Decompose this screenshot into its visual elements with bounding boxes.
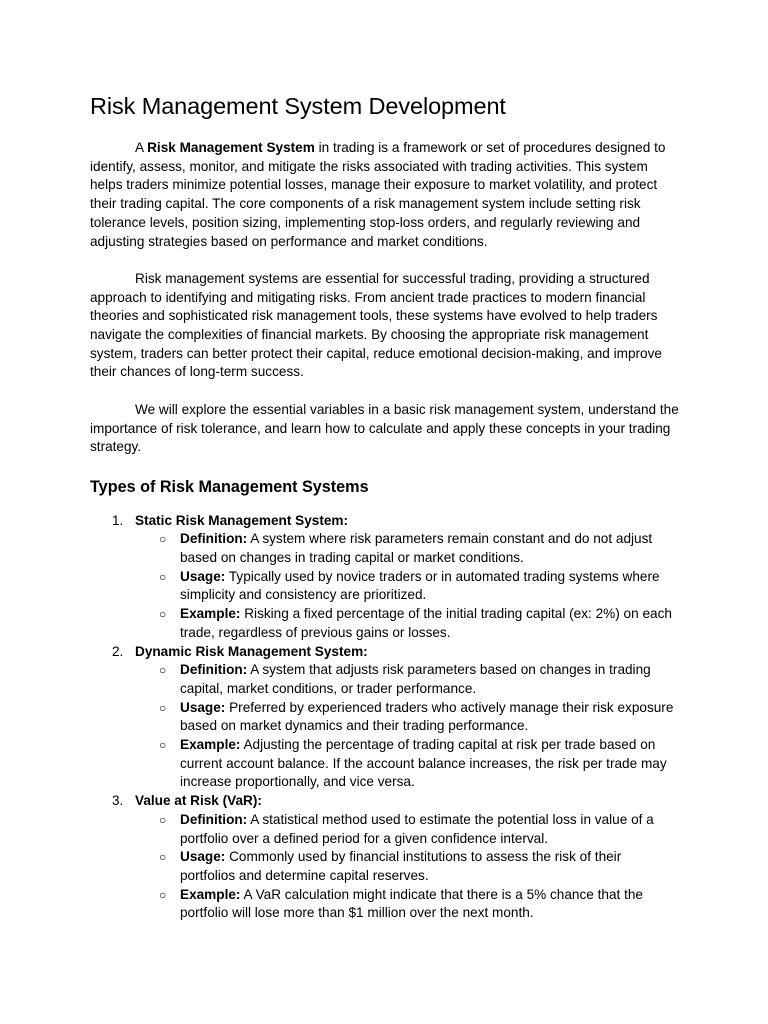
detail-label: Usage: [180,699,226,715]
hollow-bullet-icon: ○ [159,887,167,902]
detail-text: Preferred by experienced traders who actively manage their risk exposure based on market dynamics and their trading performance. [180,699,674,734]
type-number: 2. [112,643,124,659]
detail-text: Typically used by novice traders or in automated trading systems where simplicity and consistency are prioritized. [180,568,660,603]
detail-text: Adjusting the percentage of trading capital at risk per trade based on current account balance. If the account balance increases, the risk per trade may increase proportionally, and vice versa. [180,737,667,790]
detail-label: Definition: [180,662,248,678]
type-item [90,792,680,923]
detail-item [135,811,680,848]
hollow-bullet-icon: ○ [159,738,167,753]
document-page [90,90,680,923]
body-paragraph-3: We will explore the essential variables in a basic risk management system, understand the importance of risk tolerance, and learn how to calculate and apply these concepts in your trading strategy. [90,401,679,455]
intro-paragraph [90,139,680,251]
type-item [90,643,680,793]
detail-text: A system where risk parameters remain constant and do not adjust based on changes in trading capital or market conditions. [180,531,653,566]
type-number: 3. [112,793,124,809]
detail-text: Commonly used by financial institutions to assess the risk of their portfolios and determine capital reserves. [180,849,622,883]
detail-item [135,886,680,923]
type-details [135,661,680,792]
type-title: Dynamic Risk Management System: [135,643,368,659]
type-title: Static Risk Management System: [135,512,349,528]
hollow-bullet-icon: ○ [159,663,167,678]
detail-item [135,605,680,642]
detail-item [135,661,680,698]
intro-rest: in trading is a framework or set of procedures designed to identify, assess, monitor, and mitigate the risks associated with trading activities. This system helps traders minimize potential losses, manage their exposure to market volatility, and protect their trading capital. The core components of a risk management system include setting risk tolerance levels, position sizing, implementing stop-loss orders, and regularly reviewing and adjusting strategies based on performance and market conditions. [90,140,666,249]
detail-text: A system that adjusts risk parameters based on changes in trading capital, market conditions, or trader performance. [180,662,651,696]
detail-item [135,568,680,605]
hollow-bullet-icon: ○ [159,569,167,584]
type-details [135,530,680,642]
detail-label: Definition: [180,811,248,827]
detail-label: Usage: [180,849,226,865]
intro-lead: A [135,140,148,155]
detail-text: A statistical method used to estimate the potential loss in value of a portfolio over a defined period for a given confidence interval. [180,811,654,846]
hollow-bullet-icon: ○ [159,812,167,827]
body-paragraph-2: Risk management systems are essential for successful trading, providing a structured approach to identifying and mitigating risks. From ancient trade practices to modern financial theories and sophisticated risk management tools, these systems have evolved to help traders navigate the complexities of financial markets. By choosing the appropriate risk management system, traders can better protect their capital, reduce emotional decision-making, and improve their chances of long-term success. [90,270,662,380]
detail-label: Example: [180,606,241,622]
page-title: Risk Management System Development [90,93,506,119]
type-details [135,811,680,923]
types-list [90,512,680,923]
detail-item [135,848,680,885]
detail-label: Example: [180,886,241,902]
detail-item [135,736,680,792]
type-title: Value at Risk (VaR): [135,793,262,809]
detail-text: Risking a fixed percentage of the initial trading capital (ex: 2%) on each trade, regardless of previous gains or losses. [180,606,672,640]
section-heading: Types of Risk Management Systems [90,477,369,496]
detail-item [135,699,680,736]
detail-label: Usage: [180,568,226,584]
hollow-bullet-icon: ○ [159,532,167,547]
hollow-bullet-icon: ○ [159,700,167,715]
detail-item [135,530,680,567]
intro-term: Risk Management System [147,140,315,155]
hollow-bullet-icon: ○ [159,850,167,865]
detail-label: Example: [180,737,241,753]
type-item [90,512,680,643]
detail-text: A VaR calculation might indicate that there is a 5% chance that the portfolio will lose more than $1 million over the next month. [180,886,643,921]
detail-label: Definition: [180,531,248,547]
type-number: 1. [112,512,124,528]
hollow-bullet-icon: ○ [159,607,167,622]
